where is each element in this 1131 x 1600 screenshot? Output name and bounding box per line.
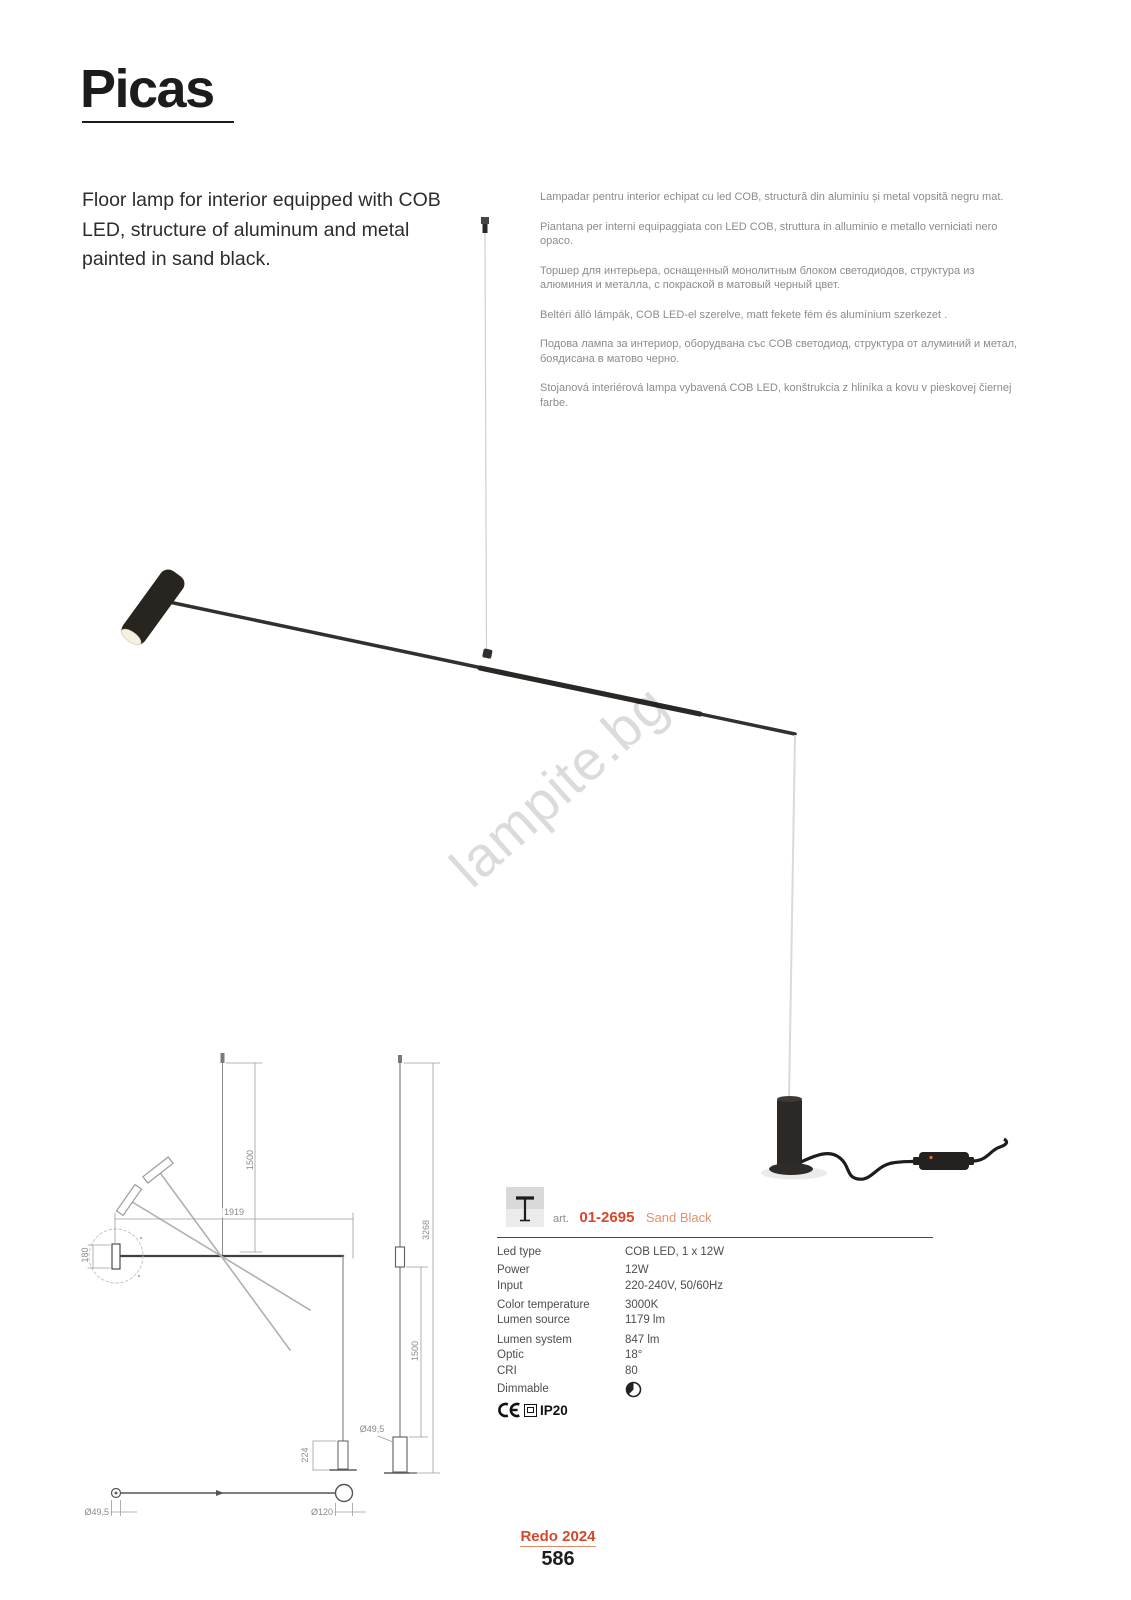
dim-arm-length: 1919 xyxy=(223,1207,245,1217)
spec-label: Power xyxy=(497,1263,530,1276)
spec-divider xyxy=(497,1237,933,1238)
page-number: 586 xyxy=(541,1548,575,1570)
driver-led xyxy=(929,1156,932,1159)
line: Stojanová interiérová lampa vybavená COB LED, konštrukcia z hliníka a kovu v pieskovej čiernej xyxy=(540,382,1012,394)
spec-value: 847 lm xyxy=(625,1333,660,1346)
spec-label: Optic xyxy=(497,1349,524,1361)
line: Piantana per interni equipaggiata con LED COB, struttura in alluminio e metallo verniciati nero xyxy=(540,220,998,233)
spec-row xyxy=(497,1245,933,1261)
suspension-cable xyxy=(485,233,487,653)
description-translations xyxy=(540,190,1040,425)
spec-value: COB LED, 1 x 12W xyxy=(625,1246,725,1258)
art-code: 01-2695 xyxy=(579,1209,635,1226)
spec-row xyxy=(497,1279,933,1295)
double-insulation-icon xyxy=(524,1404,537,1417)
dim-head-height: 180 xyxy=(80,1247,90,1263)
certifications-row xyxy=(497,1401,933,1419)
spec-row xyxy=(497,1333,933,1349)
line: Beltéri álló lámpák, COB LED-el szerelve, matt fekete fém és alumínium szerkezet . xyxy=(540,308,948,321)
description-english-line: Floor lamp for interior equipped with COB xyxy=(82,189,441,211)
spec-value: 220-240V, 50/60Hz xyxy=(625,1280,724,1292)
spec-value: 1179 lm xyxy=(625,1314,666,1326)
base-cylinder xyxy=(777,1098,802,1168)
description-english-line: LED, structure of aluminum and metal xyxy=(82,218,410,241)
drop-cable xyxy=(789,735,795,1100)
description-ro xyxy=(540,190,1040,205)
description-english xyxy=(82,186,482,275)
spec-row xyxy=(497,1263,933,1279)
art-label: art. xyxy=(553,1213,569,1225)
spec-label: Color temperature xyxy=(497,1298,590,1311)
drawing-tip xyxy=(221,1053,225,1063)
driver-gland-right xyxy=(967,1157,974,1165)
power-cord-out xyxy=(974,1139,1007,1161)
spec-value: 3000K xyxy=(625,1298,659,1311)
dim-base-height: 224 xyxy=(300,1447,310,1463)
description-bg xyxy=(540,337,1040,366)
watermark: lampite.bg xyxy=(437,672,680,899)
tech-drawing-top-view xyxy=(84,1485,366,1518)
top-view-arrow xyxy=(216,1490,224,1496)
base-disc xyxy=(769,1163,813,1175)
article-line xyxy=(553,1209,712,1227)
description-it xyxy=(540,220,1040,249)
tech-drawing-side-view xyxy=(80,1053,356,1470)
dim-total-height: 3268 xyxy=(421,1219,431,1241)
spec-label: Input xyxy=(497,1280,523,1292)
description-english-line: painted in sand black. xyxy=(82,248,271,270)
spec-value: 18° xyxy=(625,1349,643,1361)
page-title: Picas xyxy=(80,59,214,119)
title-underline xyxy=(82,121,234,123)
spec-row xyxy=(497,1298,933,1314)
line: farbe. xyxy=(540,396,569,409)
spec-value: 80 xyxy=(625,1364,638,1377)
page-footer xyxy=(408,1528,708,1571)
ce-mark-icon xyxy=(497,1402,522,1418)
driver-box xyxy=(919,1152,969,1170)
dimmable-label: Dimmable xyxy=(497,1382,549,1395)
ceiling-tip-lower xyxy=(483,224,488,233)
dim-cable-drop: 1500 xyxy=(245,1149,255,1171)
description-sk xyxy=(540,381,1040,410)
dim-pole-drop: 1500 xyxy=(410,1340,420,1362)
dim-base-diameter: Ø49,5 xyxy=(359,1424,385,1434)
spec-row xyxy=(497,1364,933,1380)
lamp-thumbnail-icon xyxy=(506,1187,544,1227)
line: Торшер для интерьера, оснащенный монолитным блоком светодиодов, структура из xyxy=(540,264,975,277)
tech-drawing-front-view xyxy=(360,1055,440,1473)
line: opaco. xyxy=(540,235,574,247)
spec-value: 12W xyxy=(625,1263,649,1276)
line: Подова лампа за интериор, оборудвана със COB светодиод, структура от алуминий и метал, xyxy=(540,338,1018,350)
spec-label: Lumen source xyxy=(497,1314,570,1326)
spec-table xyxy=(497,1245,933,1419)
dimmable-icon xyxy=(625,1381,642,1398)
footer-brand: Redo 2024 xyxy=(520,1528,596,1545)
spec-row xyxy=(497,1348,933,1364)
base-cylinder-top xyxy=(777,1096,802,1102)
dim-head-diameter: Ø49,5 xyxy=(84,1507,109,1517)
lamp-head xyxy=(117,566,188,649)
product-thumbnail xyxy=(506,1187,544,1227)
dim-disc-diameter: Ø120 xyxy=(310,1507,333,1517)
line: Lampadar pentru interior echipat cu led COB, structură din aluminiu și metal vopsită negru mat. xyxy=(540,191,1004,203)
dimmable-row xyxy=(497,1381,933,1398)
line: алюминия и металла, с покраской в матовый черный цвет. xyxy=(540,279,840,291)
spec-label: CRI xyxy=(497,1364,517,1377)
description-ru xyxy=(540,264,1040,293)
ip-rating: IP20 xyxy=(540,1402,568,1418)
description-hu xyxy=(540,308,1040,323)
driver-gland-left xyxy=(913,1157,920,1165)
art-finish: Sand Black xyxy=(645,1210,712,1225)
ceiling-tip xyxy=(481,217,489,224)
spec-label: Lumen system xyxy=(497,1333,572,1346)
spec-row xyxy=(497,1313,933,1329)
spec-label: Led type xyxy=(497,1246,542,1258)
cable-joint xyxy=(482,648,493,659)
line: боядисана в матово черно. xyxy=(540,352,680,365)
